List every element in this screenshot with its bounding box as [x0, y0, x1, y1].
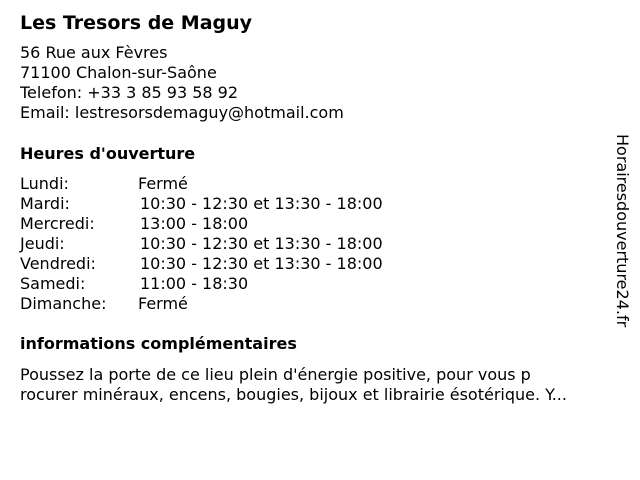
time-value: 10:30 - 12:30 et 13:30 - 18:00 — [140, 254, 383, 273]
time-value: Fermé — [138, 294, 188, 313]
address-street: 56 Rue aux Fèvres — [20, 43, 168, 62]
day-label: Vendredi: — [20, 254, 96, 273]
description-line: rocurer minéraux, encens, bougies, bijoux et librairie ésotérique. Y... — [20, 385, 567, 404]
day-label: Lundi: — [20, 174, 69, 193]
day-label: Jeudi: — [20, 234, 65, 253]
hours-heading: Heures d'ouverture — [20, 144, 196, 163]
time-value: 10:30 - 12:30 et 13:30 - 18:00 — [140, 194, 383, 213]
day-label: Samedi: — [20, 274, 86, 293]
info-heading: informations complémentaires — [20, 334, 297, 353]
shop-description — [20, 365, 620, 405]
email-address: Email: lestresorsdemaguy@hotmail.com — [20, 103, 344, 122]
description-line: Poussez la porte de ce lieu plein d'énergie positive, pour vous p — [20, 365, 531, 384]
phone-number: Telefon: +33 3 85 93 58 92 — [20, 83, 239, 102]
watermark-text: Horairesdouverture24.fr — [613, 134, 632, 328]
day-label: Mardi: — [20, 194, 70, 213]
contact-block — [20, 43, 344, 123]
time-value: 13:00 - 18:00 — [140, 214, 249, 233]
site-watermark — [612, 134, 632, 344]
time-value: Fermé — [138, 174, 188, 193]
day-label: Dimanche: — [20, 294, 107, 313]
time-value: 11:00 - 18:30 — [140, 274, 249, 293]
day-label: Mercredi: — [20, 214, 95, 233]
shop-name: Les Tresors de Maguy — [20, 12, 253, 34]
address-city: 71100 Chalon-sur-Saône — [20, 63, 217, 82]
time-value: 10:30 - 12:30 et 13:30 - 18:00 — [140, 234, 383, 253]
